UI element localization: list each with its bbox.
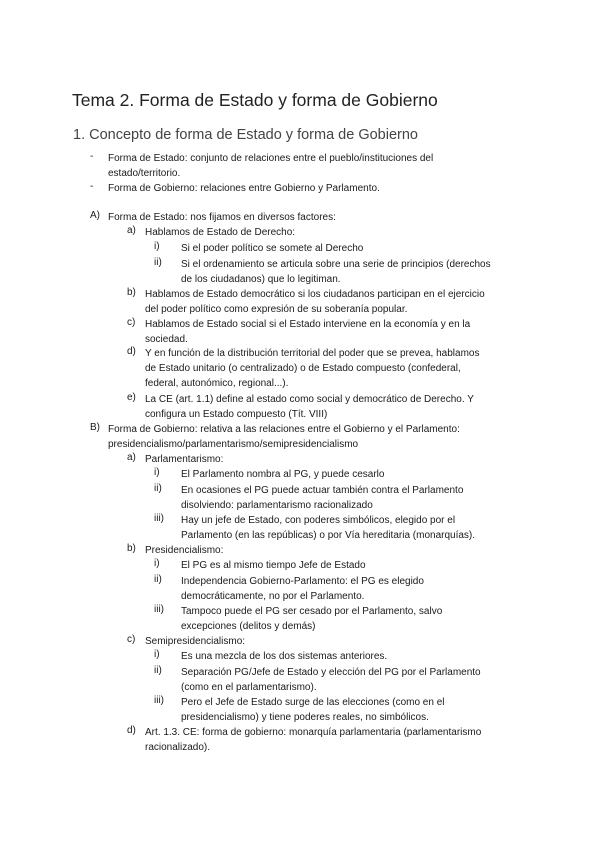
list-text: Es una mezcla de los dos sistemas anteriores. — [181, 651, 388, 662]
list-marker: ii) — [154, 665, 162, 676]
list-marker: - — [90, 151, 94, 162]
document-title: Tema 2. Forma de Estado y forma de Gobierno — [72, 90, 438, 110]
list-marker: ii) — [154, 257, 162, 268]
list-marker: b) — [127, 287, 136, 298]
list-text: Pero el Jefe de Estado surge de las elecciones (como en el presidencialismo) y tiene poderes reales, no simbólicos. — [181, 697, 445, 723]
list-text: En ocasiones el PG puede actuar también contra el Parlamento disolviendo: parlamentarismo racionalizado — [181, 485, 464, 511]
list-marker: d) — [127, 725, 136, 736]
list-marker: A) — [90, 210, 100, 221]
list-marker: d) — [127, 346, 136, 357]
list-marker: iii) — [154, 513, 164, 524]
list-text: Forma de Estado: nos fijamos en diversos factores: — [108, 212, 336, 223]
list-text: El PG es al mismo tiempo Jefe de Estado — [181, 560, 366, 571]
list-text: Separación PG/Jefe de Estado y elección del PG por el Parlamento (como en el parlamentarismo). — [181, 667, 481, 693]
list-text: Hablamos de Estado social si el Estado interviene en la economía y en la sociedad. — [145, 319, 471, 345]
list-marker: iii) — [154, 695, 164, 706]
list-marker: i) — [154, 467, 160, 478]
list-marker: i) — [154, 649, 160, 660]
list-text: Hay un jefe de Estado, con poderes simbólicos, elegido por el Parlamento (en las repúblicas) o por Vía hereditaria (monarquías). — [181, 515, 476, 541]
list-text: El Parlamento nombra al PG, y puede cesarlo — [181, 469, 385, 480]
list-marker: iii) — [154, 604, 164, 615]
list-marker: - — [90, 181, 94, 192]
list-marker: ii) — [154, 574, 162, 585]
list-text: Presidencialismo: — [145, 545, 224, 556]
list-text: Si el poder político se somete al Derecho — [181, 243, 364, 254]
list-text: Independencia Gobierno-Parlamento: el PG es elegido democráticamente, no por el Parlamento. — [181, 576, 424, 602]
list-text: Hablamos de Estado democrático si los ciudadanos participan en el ejercicio del poder político como expresión de su soberanía popular. — [145, 289, 485, 315]
list-text: Forma de Gobierno: relaciones entre Gobierno y Parlamento. — [108, 183, 380, 194]
list-text: Semipresidencialismo: — [145, 636, 246, 647]
list-marker: e) — [127, 392, 136, 403]
list-text: Forma de Estado: conjunto de relaciones entre el pueblo/instituciones del estado/territorio. — [108, 153, 434, 179]
list-marker: i) — [154, 558, 160, 569]
list-marker: i) — [154, 241, 160, 252]
list-text: Y en función de la distribución territorial del poder que se prevea, hablamos de Estado unitario (o centralizado) o de Estado compuesto (confederal, federal, autonómico, regional...). — [145, 348, 480, 389]
list-marker: a) — [127, 225, 136, 236]
list-text: Parlamentarismo: — [145, 454, 224, 465]
list-marker: B) — [90, 422, 100, 433]
list-text: Art. 1.3. CE: forma de gobierno: monarquía parlamentaria (parlamentarismo racionalizado). — [145, 727, 482, 753]
section-heading: 1. Concepto de forma de Estado y forma de Gobierno — [73, 127, 418, 143]
list-text: Hablamos de Estado de Derecho: — [145, 227, 296, 238]
list-text: Si el ordenamiento se articula sobre una serie de principios (derechos de los ciudadanos) que lo legitiman. — [181, 259, 491, 285]
list-marker: b) — [127, 543, 136, 554]
list-text: La CE (art. 1.1) define al estado como social y democrático de Derecho. Y configura un Estado compuesto (Tít. VIII) — [145, 394, 474, 420]
list-marker: a) — [127, 452, 136, 463]
list-marker: c) — [127, 634, 136, 645]
list-text: Tampoco puede el PG ser cesado por el Parlamento, salvo excepciones (delitos y demás) — [181, 606, 443, 632]
list-marker: ii) — [154, 483, 162, 494]
list-text: Forma de Gobierno: relativa a las relaciones entre el Gobierno y el Parlamento: presidencialismo/parlamentarismo/semipresidencialismo — [108, 424, 460, 450]
list-marker: c) — [127, 317, 136, 328]
